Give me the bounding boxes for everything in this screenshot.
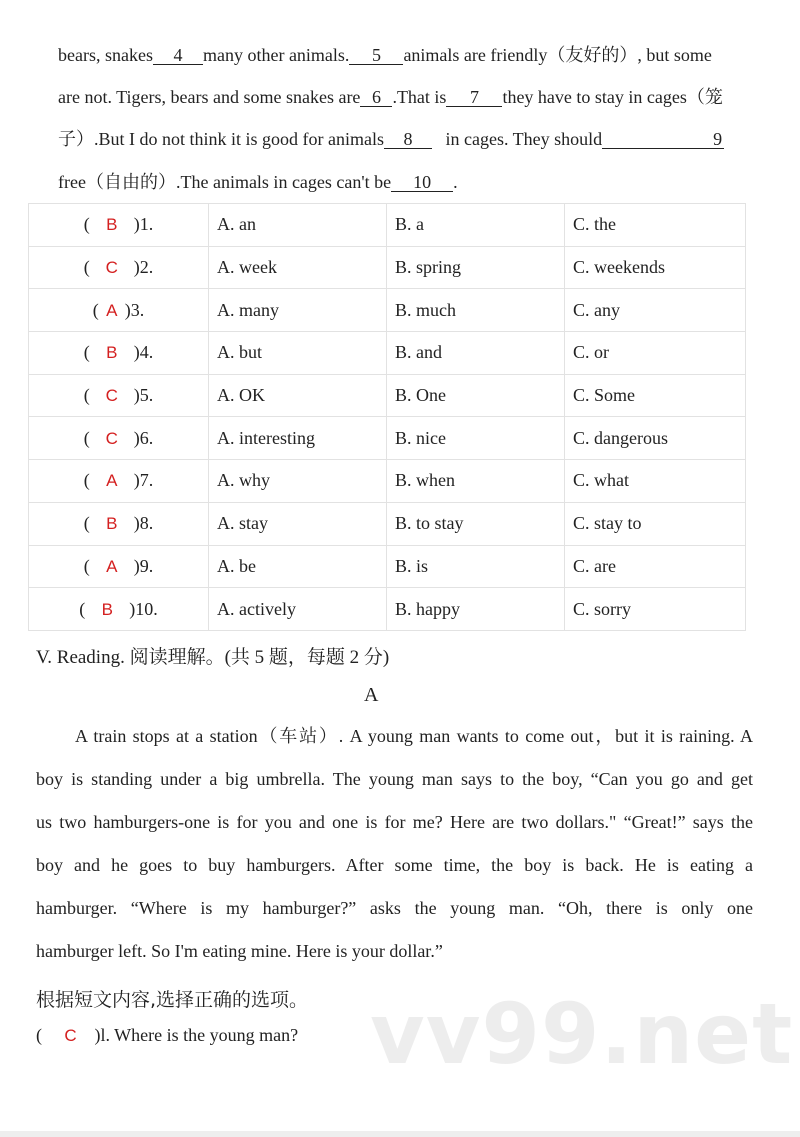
question-1 xyxy=(36,1025,298,1046)
cloze-blank: 9 xyxy=(602,130,724,149)
paren-close: ) xyxy=(133,555,140,576)
option-a: A. OK xyxy=(209,374,387,417)
cloze-text: animals are friendly（友好的）, but some xyxy=(403,45,712,65)
cloze-blank: 6 xyxy=(360,88,392,107)
answer-cell xyxy=(29,332,209,375)
option-b: B. and xyxy=(387,332,565,375)
option-a: A. be xyxy=(209,545,387,588)
chosen-answer: B xyxy=(106,215,118,235)
answer-cell xyxy=(29,460,209,503)
option-b: B. is xyxy=(387,545,565,588)
cloze-line xyxy=(58,173,458,192)
cloze-text: .That is xyxy=(392,87,447,107)
chosen-answer: C xyxy=(105,386,118,406)
option-c: C. any xyxy=(565,289,746,332)
cloze-text: . xyxy=(453,172,458,192)
option-c: C. what xyxy=(565,460,746,503)
option-c: C. sorry xyxy=(565,588,746,631)
paren-open: ( xyxy=(92,299,99,320)
paren-open: ( xyxy=(83,427,90,448)
paren-close: ) xyxy=(133,470,140,491)
chosen-answer: C xyxy=(105,428,118,448)
option-c: C. stay to xyxy=(565,502,746,545)
cloze-text: many other animals. xyxy=(202,45,350,65)
paren-close: ) xyxy=(133,513,140,534)
question-number: 2. xyxy=(139,257,154,278)
option-a: A. an xyxy=(209,204,387,247)
answer-cell xyxy=(29,588,209,631)
passage-line: boy and he goes to buy hamburgers. After some time, the boy is back. He is eating a xyxy=(36,855,753,875)
chosen-answer: A xyxy=(106,471,118,491)
passage-line: us two hamburgers-one is for you and one is for me? Here are two dollars." “Great!” says the xyxy=(36,812,753,832)
option-c: C. the xyxy=(565,204,746,247)
question-number: 6. xyxy=(139,427,154,448)
paren-open: ( xyxy=(83,342,90,363)
paren-open: ( xyxy=(83,513,90,534)
chosen-answer: B xyxy=(101,599,113,619)
cloze-text: in cages. They should xyxy=(432,129,603,149)
answer-cell xyxy=(29,417,209,460)
passage-line: boy is standing under a big umbrella. The young man says to the boy, “Can you go and get xyxy=(36,769,753,789)
paren-close: ) xyxy=(133,427,140,448)
answer-table xyxy=(28,203,746,631)
passage-line: hamburger. “Where is my hamburger?” asks the young man. “Oh, there is only one xyxy=(36,898,753,918)
question-number: 9. xyxy=(139,555,154,576)
cloze-text: 子）.But I do not think it is good for animals xyxy=(58,129,384,149)
question-number: 8. xyxy=(139,513,154,534)
option-a: A. why xyxy=(209,460,387,503)
paren-open: ( xyxy=(83,385,90,406)
question-number: 4. xyxy=(139,342,154,363)
option-b: B. much xyxy=(387,289,565,332)
option-c: C. dangerous xyxy=(565,417,746,460)
paren-open: ( xyxy=(83,214,90,235)
table-row xyxy=(29,417,746,460)
option-b: B. One xyxy=(387,374,565,417)
paren-close: ) xyxy=(129,598,136,619)
option-c: C. or xyxy=(565,332,746,375)
table-row xyxy=(29,588,746,631)
paren-open: ( xyxy=(83,470,90,491)
question-number: 1. xyxy=(139,214,154,235)
table-row xyxy=(29,502,746,545)
paren-close: ) xyxy=(133,214,140,235)
table-row xyxy=(29,374,746,417)
answer-cell xyxy=(29,204,209,247)
option-a: A. actively xyxy=(209,588,387,631)
option-a: A. but xyxy=(209,332,387,375)
answer-cell xyxy=(29,374,209,417)
page-bottom-edge xyxy=(0,1131,800,1137)
answer-cell xyxy=(29,545,209,588)
question-number: 10. xyxy=(135,598,158,619)
question-number: 3. xyxy=(130,299,145,320)
option-a: A. interesting xyxy=(209,417,387,460)
paren-close: ) xyxy=(133,342,140,363)
question-number: 7. xyxy=(139,470,154,491)
table-row xyxy=(29,246,746,289)
passage-title: A xyxy=(364,684,379,706)
cloze-line xyxy=(58,88,723,107)
cloze-blank: 7 xyxy=(446,88,502,107)
paren-close: ) xyxy=(124,299,131,320)
answer-cell xyxy=(29,289,209,332)
option-b: B. a xyxy=(387,204,565,247)
table-row xyxy=(29,204,746,247)
instruction: 根据短文内容,选择正确的选项。 xyxy=(36,989,309,1011)
chosen-answer: C xyxy=(105,258,118,278)
paren-open: ( xyxy=(79,598,86,619)
passage-line: hamburger left. So I'm eating mine. Here is your dollar.” xyxy=(36,941,443,961)
option-c: C. are xyxy=(565,545,746,588)
cloze-blank: 4 xyxy=(153,46,203,65)
option-c: C. Some xyxy=(565,374,746,417)
cloze-line xyxy=(58,46,712,65)
table-row xyxy=(29,460,746,503)
option-c: C. weekends xyxy=(565,246,746,289)
option-b: B. when xyxy=(387,460,565,503)
option-a: A. stay xyxy=(209,502,387,545)
watermark: vv99.net xyxy=(370,985,794,1083)
cloze-blank: 10 xyxy=(391,173,453,192)
question-number: 5. xyxy=(139,385,154,406)
option-a: A. week xyxy=(209,246,387,289)
paren-open: ( xyxy=(83,555,90,576)
cloze-blank: 8 xyxy=(384,130,432,149)
cloze-blank: 5 xyxy=(349,46,403,65)
passage-line: A train stops at a station（车站）. A young man wants to come out，but it is raining. A xyxy=(75,726,753,746)
chosen-answer: B xyxy=(106,343,118,363)
question-open-paren: ( xyxy=(36,1025,42,1045)
question-answer: C xyxy=(64,1026,77,1045)
cloze-text: bears, snakes xyxy=(58,45,153,65)
cloze-text: they have to stay in cages（笼 xyxy=(502,87,723,107)
cloze-line xyxy=(58,130,724,149)
paren-close: ) xyxy=(133,257,140,278)
paren-open: ( xyxy=(83,257,90,278)
table-row xyxy=(29,545,746,588)
chosen-answer: A xyxy=(106,300,118,320)
cloze-text: free（自由的）.The animals in cages can't be xyxy=(58,172,392,192)
option-b: B. to stay xyxy=(387,502,565,545)
option-a: A. many xyxy=(209,289,387,332)
answer-cell xyxy=(29,502,209,545)
section-heading: V. Reading. 阅读理解。(共 5 题，每题 2 分) xyxy=(36,647,390,668)
answer-cell xyxy=(29,246,209,289)
cloze-text: are not. Tigers, bears and some snakes are xyxy=(58,87,361,107)
paren-close: ) xyxy=(133,385,140,406)
option-b: B. spring xyxy=(387,246,565,289)
chosen-answer: A xyxy=(106,556,118,576)
option-b: B. happy xyxy=(387,588,565,631)
table-row xyxy=(29,289,746,332)
chosen-answer: B xyxy=(106,514,118,534)
table-row xyxy=(29,332,746,375)
question-text: )l. Where is the young man? xyxy=(94,1025,299,1045)
option-b: B. nice xyxy=(387,417,565,460)
